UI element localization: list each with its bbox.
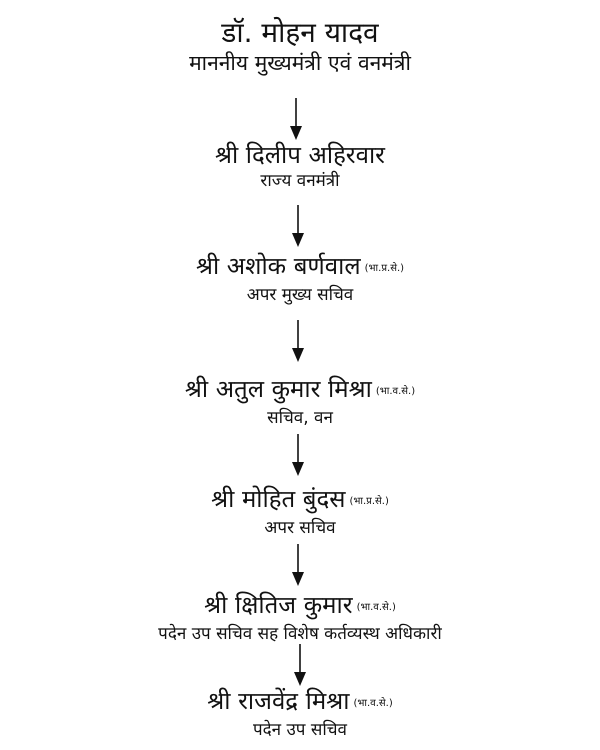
node-service: (भा.व.से.) xyxy=(353,698,393,709)
node-designation: माननीय मुख्यमंत्री एवं वनमंत्री xyxy=(189,51,411,75)
down-arrow-icon xyxy=(290,544,306,586)
node-secretary-forest xyxy=(0,374,600,429)
node-name: श्री मोहित बुंदस xyxy=(211,485,346,513)
node-service: (भा.व.से.) xyxy=(356,602,396,613)
node-additional-secretary xyxy=(0,484,600,539)
node-deputy-secretary-osd xyxy=(0,590,600,645)
node-service: (भा.व.से.) xyxy=(375,386,416,397)
node-service: (भा.प्र.से.) xyxy=(364,263,405,274)
node-deputy-secretary xyxy=(0,686,600,741)
node-designation: पदेन उप सचिव xyxy=(252,720,348,740)
node-name: डॉ. मोहन यादव xyxy=(221,16,379,49)
node-chief-minister xyxy=(0,16,600,76)
node-designation: अपर मुख्य सचिव xyxy=(246,285,354,305)
node-name: श्री अशोक बर्णवाल xyxy=(195,252,361,280)
node-name: श्री अतुल कुमार मिश्रा xyxy=(184,375,372,403)
node-service: (भा.प्र.से.) xyxy=(349,496,389,507)
node-name: श्री राजवेंद्र मिश्रा xyxy=(207,687,350,715)
down-arrow-icon xyxy=(290,320,306,362)
node-name: श्री क्षितिज कुमार xyxy=(204,591,353,619)
down-arrow-icon xyxy=(290,205,306,247)
node-name: श्री दिलीप अहिरवार xyxy=(214,141,386,169)
down-arrow-icon xyxy=(290,434,306,476)
node-minister-of-state xyxy=(0,140,600,192)
node-designation: सचिव, वन xyxy=(267,408,333,428)
node-designation: राज्य वनमंत्री xyxy=(260,171,340,191)
node-designation: पदेन उप सचिव सह विशेष कर्तव्यस्थ अधिकारी xyxy=(158,624,442,644)
down-arrow-icon xyxy=(288,98,304,140)
node-additional-chief-secretary xyxy=(0,251,600,306)
node-designation: अपर सचिव xyxy=(264,518,336,538)
down-arrow-icon xyxy=(292,644,308,686)
